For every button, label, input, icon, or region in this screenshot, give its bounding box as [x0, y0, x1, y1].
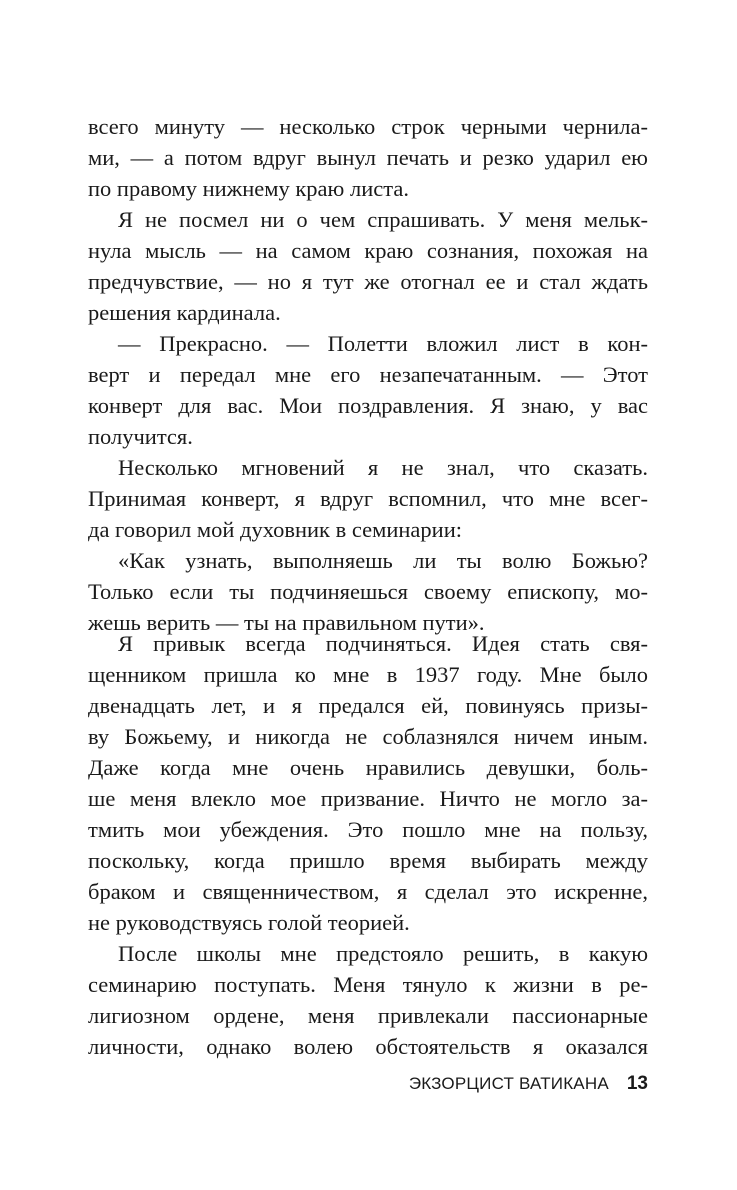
- text-line: — Прекрасно. — Полетти вложил лист в кон-: [118, 331, 648, 356]
- text-line: ми, — а потом вдруг вынул печать и резко ударил ею: [88, 145, 648, 170]
- text-line: Я не посмел ни о чем спрашивать. У меня мельк-: [118, 207, 648, 232]
- text-line: Несколько мгновений я не знал, что сказать.: [118, 455, 648, 480]
- text-line: ше меня влекло мое призвание. Ничто не могло за-: [88, 786, 648, 811]
- text-line: двенадцать лет, и я предался ей, повинуясь призы-: [88, 693, 648, 718]
- text-line: Принимая конверт, я вдруг вспомнил, что мне всег-: [88, 486, 648, 511]
- text-line: щенником пришла ко мне в 1937 году. Мне было: [88, 662, 648, 687]
- text-line: Я привык всегда подчиняться. Идея стать свя-: [118, 631, 648, 656]
- text-line: всего минуту — несколько строк черными чернила-: [88, 114, 648, 139]
- text-line: тмить мои убеждения. Это пошло мне на пользу,: [88, 817, 648, 842]
- text-line: браком и священничеством, я сделал это искренне,: [88, 879, 648, 904]
- text-line: «Как узнать, выполняешь ли ты волю Божью?: [118, 548, 648, 573]
- text-line: решения кардинала.: [88, 300, 281, 325]
- text-line: Даже когда мне очень нравились девушки, боль-: [88, 755, 648, 780]
- text-line: жешь верить — ты на правильном пути».: [88, 610, 485, 635]
- text-section-2: [88, 628, 648, 1062]
- text-line: После школы мне предстояло решить, в какую: [118, 941, 648, 966]
- text-line: верт и передал мне его незапечатанным. — Этот: [88, 362, 648, 387]
- text-line: да говорил мой духовник в семинарии:: [88, 517, 462, 542]
- text-section-1: [88, 111, 648, 638]
- text-line: конверт для вас. Мои поздравления. Я знаю, у вас: [88, 393, 648, 418]
- page-footer: [88, 1069, 648, 1099]
- text-line: нула мысль — на самом краю сознания, похожая на: [88, 238, 648, 263]
- text-line: личности, однако волею обстоятельств я оказался: [88, 1034, 648, 1059]
- text-line: предчувствие, — но я тут же отогнал ее и стал ждать: [88, 269, 648, 294]
- text-line: Только если ты подчиняешься своему епископу, мо-: [88, 579, 648, 604]
- text-line: поскольку, когда пришло время выбирать между: [88, 848, 648, 873]
- text-line: не руководствуясь голой теорией.: [88, 910, 410, 935]
- text-line: по правому нижнему краю листа.: [88, 176, 409, 201]
- page-number: 13: [626, 1073, 648, 1094]
- text-line: получится.: [88, 424, 193, 449]
- text-line: лигиозном ордене, меня привлекали пассионарные: [88, 1003, 648, 1028]
- text-line: ву Божьему, и никогда не соблазнялся ничем иным.: [88, 724, 648, 749]
- running-title: ЭКЗОРЦИСТ ВАТИКАНА: [408, 1074, 609, 1093]
- text-line: семинарию поступать. Меня тянуло к жизни в ре-: [88, 972, 648, 997]
